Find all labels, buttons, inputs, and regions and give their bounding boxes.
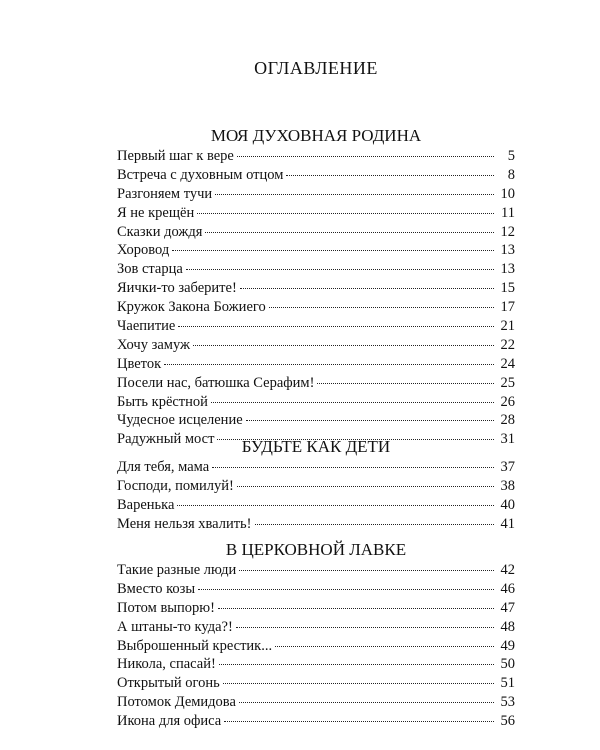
section-title: МОЯ ДУХОВНАЯ РОДИНА <box>210 126 422 145</box>
toc-entry-title: Цветок <box>117 355 162 372</box>
toc-entry-title: Вместо козы <box>117 580 196 597</box>
dot-leader <box>186 269 494 270</box>
dot-leader <box>172 250 494 251</box>
dot-leader <box>215 194 494 195</box>
toc-entry[interactable] <box>117 279 515 298</box>
toc-entry-page: 12 <box>500 223 515 240</box>
toc-entry-title: Кружок Закона Божиего <box>117 299 266 316</box>
dot-leader <box>275 646 494 647</box>
toc-entry-title: А штаны-то куда?! <box>117 618 233 635</box>
section-title: БУДЬТЕ КАК ДЕТИ <box>241 437 391 456</box>
dot-leader <box>255 524 494 525</box>
toc-entry-title: Для тебя, мама <box>117 459 210 475</box>
toc-section <box>117 539 515 731</box>
toc-entry-page: 41 <box>500 515 515 532</box>
toc-entry-title: Потом выпорю! <box>117 599 215 616</box>
toc-entry[interactable] <box>117 260 515 279</box>
toc-entry-title: Яички-то заберите! <box>117 280 237 297</box>
toc-entry[interactable] <box>117 561 515 580</box>
dot-leader <box>239 702 494 703</box>
toc-entry[interactable] <box>117 515 515 534</box>
toc-entry-page: 56 <box>500 713 515 730</box>
toc-entries <box>117 147 515 449</box>
toc-entry[interactable] <box>117 374 515 393</box>
toc-entry-page: 13 <box>500 242 515 259</box>
toc-entry-page: 26 <box>500 393 515 410</box>
toc-entry-title: Зов старца <box>117 261 183 278</box>
toc-entry-title: Разгоняем тучи <box>117 185 213 202</box>
toc-entry-page: 25 <box>500 374 515 391</box>
toc-entry-page: 46 <box>500 580 515 597</box>
toc-section <box>117 436 515 534</box>
dot-leader <box>286 175 494 176</box>
toc-entry-page: 24 <box>500 355 515 372</box>
toc-entry[interactable] <box>117 674 515 693</box>
toc-entry-title: Варенька <box>117 496 175 513</box>
toc-entry-page: 17 <box>500 299 515 316</box>
toc-entry[interactable] <box>117 458 515 477</box>
toc-entry[interactable] <box>117 204 515 223</box>
toc-entry-page: 38 <box>500 477 515 494</box>
toc-entry-title: Такие разные люди <box>117 562 237 578</box>
dot-leader <box>240 288 494 289</box>
toc-entry-page: 21 <box>500 318 515 335</box>
dot-leader <box>224 721 494 722</box>
toc-entry-page: 42 <box>500 562 515 578</box>
toc-entry-title: Икона для офиса <box>117 713 222 730</box>
toc-entry-page: 15 <box>500 280 515 297</box>
toc-entry-page: 10 <box>500 185 515 202</box>
dot-leader <box>193 345 494 346</box>
toc-entry-title: Я не крещён <box>117 204 195 221</box>
dot-leader <box>197 213 494 214</box>
toc-entry-title: Быть крёстной <box>117 393 208 410</box>
dot-leader <box>237 156 494 157</box>
page-title: ОГЛАВЛЕНИЕ <box>254 58 378 78</box>
dot-leader <box>218 608 494 609</box>
dot-leader <box>205 232 494 233</box>
toc-entry-title: Хочу замуж <box>117 336 191 353</box>
toc-entries <box>117 458 515 534</box>
toc-entry-title: Встреча с духовным отцом <box>117 166 284 183</box>
dot-leader <box>236 627 494 628</box>
toc-entry-page: 49 <box>500 637 515 654</box>
toc-entry-page: 37 <box>500 459 515 475</box>
toc-entry-title: Выброшенный крестик... <box>117 637 273 654</box>
toc-entry-page: 40 <box>500 496 515 513</box>
toc-entry[interactable] <box>117 599 515 618</box>
toc-entry-title: Чаепитие <box>117 318 176 335</box>
toc-entry[interactable] <box>117 185 515 204</box>
toc-entry-title: Открытый огонь <box>117 675 220 692</box>
toc-entry[interactable] <box>117 580 515 599</box>
toc-entry-page: 8 <box>507 166 515 183</box>
dot-leader <box>269 307 494 308</box>
toc-entry-page: 13 <box>500 261 515 278</box>
toc-entry-page: 47 <box>500 599 515 616</box>
toc-entry[interactable] <box>117 336 515 355</box>
toc-entry-page: 28 <box>500 412 515 429</box>
dot-leader <box>237 486 494 487</box>
toc-entry[interactable] <box>117 355 515 374</box>
dot-leader <box>164 364 494 365</box>
toc-entry-title: Потомок Демидова <box>117 694 236 711</box>
toc-entry-page: 11 <box>501 204 515 221</box>
toc-entry[interactable] <box>117 317 515 336</box>
toc-entry-title: Первый шаг к вере <box>117 148 234 164</box>
toc-entry[interactable] <box>117 411 515 430</box>
toc-entry-title: Сказки дождя <box>117 223 203 240</box>
dot-leader <box>219 664 494 665</box>
toc-entry[interactable] <box>117 298 515 317</box>
dot-leader <box>223 683 494 684</box>
toc-entry-page: 53 <box>500 694 515 711</box>
toc-entry[interactable] <box>117 655 515 674</box>
toc-entry-page: 5 <box>507 148 515 164</box>
toc-entry[interactable] <box>117 147 515 166</box>
toc-entry-page: 48 <box>500 618 515 635</box>
toc-entry[interactable] <box>117 477 515 496</box>
toc-entry[interactable] <box>117 496 515 515</box>
toc-entry-title: Хоровод <box>117 242 170 259</box>
toc-entry-page: 50 <box>500 656 515 673</box>
toc-entry[interactable] <box>117 166 515 185</box>
dot-leader <box>177 505 494 506</box>
toc-entry-title: Чудесное исцеление <box>117 412 243 429</box>
dot-leader <box>211 402 494 403</box>
toc-entry-title: Радужный мост <box>117 431 215 448</box>
toc-entry-title: Меня нельзя хвалить! <box>117 515 252 532</box>
toc-entry[interactable] <box>117 637 515 656</box>
toc-entry[interactable] <box>117 393 515 412</box>
toc-entry[interactable] <box>117 223 515 242</box>
toc-entry[interactable] <box>117 241 515 260</box>
dot-leader <box>178 326 494 327</box>
toc-entries <box>117 561 515 731</box>
toc-entry-page: 22 <box>500 336 515 353</box>
toc-entry-page: 31 <box>500 431 515 448</box>
toc-entry[interactable] <box>117 693 515 712</box>
toc-entry[interactable] <box>117 618 515 637</box>
toc-entry-page: 51 <box>500 675 515 692</box>
dot-leader <box>212 467 494 468</box>
toc-entry[interactable] <box>117 712 515 731</box>
dot-leader <box>239 570 494 571</box>
dot-leader <box>317 383 494 384</box>
toc-entry-title: Посели нас, батюшка Серафим! <box>117 374 315 391</box>
toc-section <box>117 125 515 449</box>
dot-leader <box>198 589 494 590</box>
dot-leader <box>246 420 494 421</box>
section-title: В ЦЕРКОВНОЙ ЛАВКЕ <box>225 540 407 559</box>
toc-entry-title: Господи, помилуй! <box>117 477 234 494</box>
toc-entry-title: Никола, спасай! <box>117 656 216 673</box>
